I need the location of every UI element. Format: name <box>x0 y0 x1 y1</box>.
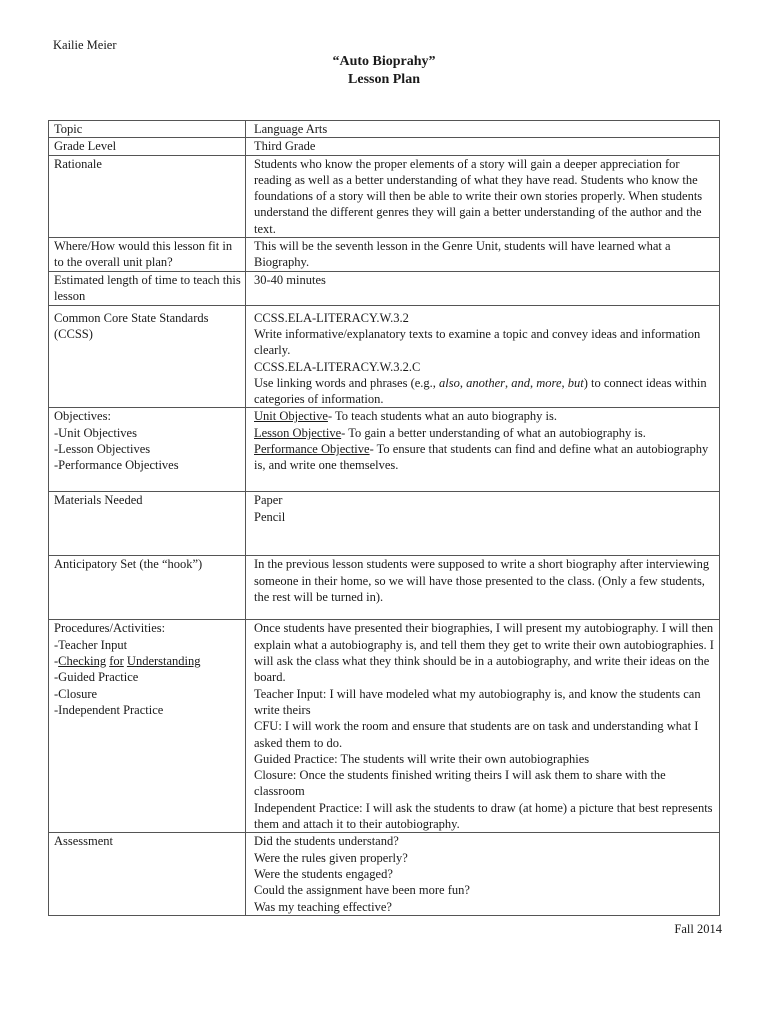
unit-objective <box>254 408 715 424</box>
row-materials <box>49 492 720 556</box>
unit-objective-term: Unit Objective <box>254 409 328 424</box>
ccss-separator: , <box>530 375 537 390</box>
cfu-dash: - <box>54 654 59 669</box>
row-assessment <box>49 833 720 915</box>
row-topic <box>49 121 720 138</box>
procedures-label-line <box>54 653 241 669</box>
ccss-example-word: more <box>536 375 562 390</box>
footer-term: Fall 2014 <box>674 922 722 936</box>
ccss-standard-code: CCSS.ELA-LITERACY.W.3.2.C <box>254 359 421 374</box>
row-unit-fit <box>49 238 720 272</box>
objectives-label-line: -Unit Objectives <box>54 425 137 440</box>
author-name: Kailie Meier <box>53 38 117 52</box>
time-length-label: Estimated length of time to teach this lesson <box>49 271 246 305</box>
ccss-label-line: Common Core State Standards <box>54 310 209 325</box>
lesson-plan-table <box>48 120 720 916</box>
row-anticipatory-set <box>49 556 720 620</box>
procedures-label-line: -Closure <box>54 686 98 701</box>
material-item: Paper <box>254 493 283 508</box>
assessment-label: Assessment <box>49 833 246 915</box>
assessment-question: Were the students engaged? <box>254 866 393 881</box>
objectives-label-line: -Performance Objectives <box>54 458 179 473</box>
row-time-length <box>49 271 720 305</box>
rationale-label: Rationale <box>49 155 246 237</box>
objectives-label-line: -Lesson Objectives <box>54 442 151 457</box>
anticipatory-set-label: Anticipatory Set (the “hook”) <box>49 556 246 620</box>
procedures-label-line: -Guided Practice <box>54 670 139 685</box>
ccss-example-word: also <box>439 375 460 390</box>
ccss-text-part: ) to connect ideas within categories of information. <box>254 375 707 407</box>
objectives-value <box>246 408 720 492</box>
materials-label: Materials Needed <box>49 492 246 556</box>
procedures-label-line: Procedures/Activities: <box>54 621 166 636</box>
ccss-value <box>246 305 720 408</box>
anticipatory-set-value: In the previous lesson students were supposed to write a short biography after interviewing someone in their home, so we will have those presented to the class. (Only a few students, the rest will be turned in). <box>246 556 720 620</box>
cfu-word: Understanding <box>126 654 201 669</box>
performance-objective-text: - To ensure that students can find and define what an autobiography is, and write one themselves. <box>254 442 709 473</box>
grade-level-value: Third Grade <box>246 138 720 155</box>
grade-level-label: Grade Level <box>49 138 246 155</box>
ccss-separator: , <box>561 375 568 390</box>
procedure-paragraph: Teacher Input: I will have modeled what my autobiography is, and know the students can write theirs <box>254 686 701 717</box>
material-item: Pencil <box>254 509 286 524</box>
assessment-value <box>246 833 720 915</box>
procedures-label <box>49 620 246 833</box>
assessment-question: Could the assignment have been more fun? <box>254 883 470 898</box>
lesson-objective <box>254 425 715 441</box>
ccss-text-part: Use linking words and phrases (e.g., <box>254 375 440 390</box>
unit-objective-text: - To teach students what an auto biography is. <box>327 409 558 424</box>
performance-objective-term: Performance Objective <box>254 442 370 457</box>
cfu-word: for <box>109 654 124 669</box>
lesson-objective-term: Lesson Objective <box>254 425 342 440</box>
rationale-value: Students who know the proper elements of a story will gain a deeper appreciation for reading as well as a better understanding of what they have read. Students who know the foundations of a story will then be able to write their own stories properly. When students understand the different genres they will gain a better understanding of the author and the text. <box>246 155 720 237</box>
cfu-word: Checking <box>58 654 107 669</box>
ccss-separator: , <box>459 375 467 390</box>
unit-fit-value: This will be the seventh lesson in the Genre Unit, students will have learned what a Biography. <box>246 238 720 272</box>
ccss-standard-text: Write informative/explanatory texts to examine a topic and convey ideas and information clearly. <box>254 326 701 358</box>
procedure-paragraph: Guided Practice: The students will write their own autobiographies <box>254 751 590 766</box>
performance-objective <box>254 441 715 474</box>
procedure-paragraph: Independent Practice: I will ask the students to draw (at home) a picture that best represents them and attach it to their autobiography. <box>254 800 713 832</box>
assessment-question: Was my teaching effective? <box>254 899 392 914</box>
topic-value: Language Arts <box>246 121 720 138</box>
objectives-label <box>49 408 246 492</box>
assessment-question: Did the students understand? <box>254 834 399 849</box>
procedures-value <box>246 620 720 833</box>
ccss-standard-text <box>254 375 715 408</box>
unit-fit-label: Where/How would this lesson fit in to the overall unit plan? <box>49 238 246 272</box>
procedure-paragraph: Once students have presented their biographies, I will present my autobiography. I will then explain what a autobiography is, and tell them they get to write their own autobiographies. I will ask the class what they think should be in a autobiography, and write their ideas on the board. <box>254 621 714 685</box>
lesson-objective-text: - To gain a better understanding of what an autobiography is. <box>341 425 646 440</box>
procedures-label-line: -Independent Practice <box>54 702 164 717</box>
row-rationale <box>49 155 720 237</box>
time-length-value: 30-40 minutes <box>246 271 720 305</box>
document-subtitle: Lesson Plan <box>348 72 420 87</box>
procedure-paragraph: Closure: Once the students finished writing theirs I will ask them to share with the classroom <box>254 768 666 799</box>
ccss-label <box>49 305 246 408</box>
ccss-example-word: another <box>466 375 506 390</box>
materials-value <box>246 492 720 556</box>
ccss-standard-code: CCSS.ELA-LITERACY.W.3.2 <box>254 310 409 325</box>
row-procedures <box>49 620 720 833</box>
row-grade-level <box>49 138 720 155</box>
document-title: “Auto Bioprahy” <box>332 54 436 69</box>
ccss-separator: , <box>505 375 512 390</box>
ccss-example-word: and <box>511 375 531 390</box>
procedure-paragraph: CFU: I will work the room and ensure that students are on task and understanding what I asked them to do. <box>254 719 699 750</box>
procedures-label-line: -Teacher Input <box>54 637 128 652</box>
assessment-question: Were the rules given properly? <box>254 850 408 865</box>
ccss-label-line: (CCSS) <box>54 326 93 341</box>
row-ccss <box>49 305 720 408</box>
objectives-label-line: Objectives: <box>54 409 111 424</box>
row-objectives <box>49 408 720 492</box>
ccss-example-word: but <box>567 375 584 390</box>
topic-label: Topic <box>49 121 246 138</box>
